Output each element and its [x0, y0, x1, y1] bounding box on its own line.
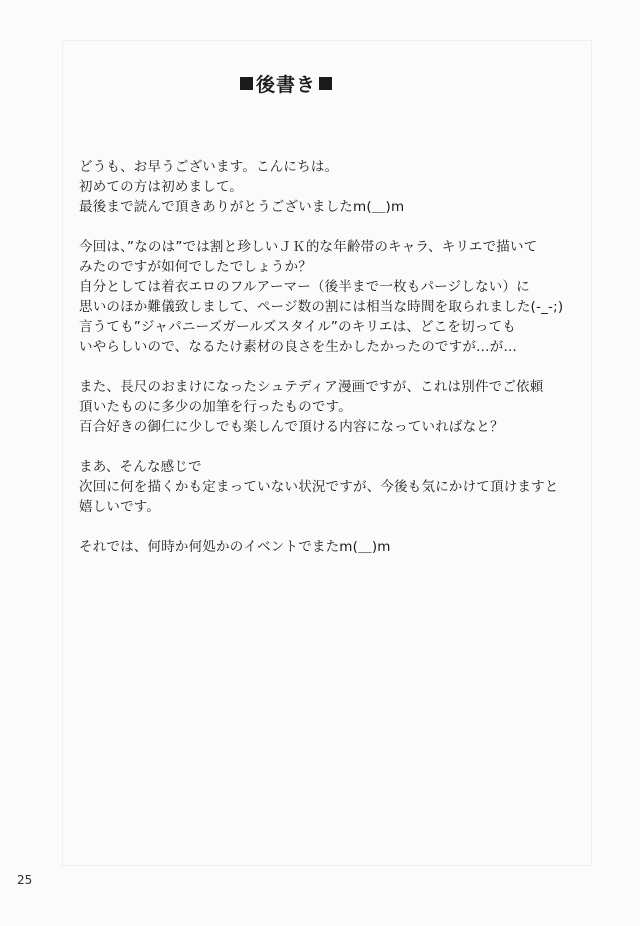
black-square-icon [319, 77, 332, 90]
text-line: どうも、お早うございます。こんにちは。 [79, 159, 339, 175]
text-line: それでは、何時か何処かのイベントでまたm(＿)m [79, 539, 391, 555]
paragraph [79, 157, 599, 217]
text-line: いやらしいので、なるたけ素材の良さを生かしたかったのですが…が… [79, 339, 518, 355]
text-line: まあ、そんな感じで [79, 459, 202, 475]
afterword-body [79, 157, 599, 557]
text-line: 思いのほか難儀致しまして、ページ数の割には相当な時間を取られました(-_-;) [79, 299, 564, 315]
text-line: 最後まで読んで頂きありがとうございましたm(＿)m [79, 199, 405, 215]
text-line: みたのですが如何でしたでしょうか？ [79, 259, 312, 275]
paragraph [79, 237, 599, 357]
text-line: 次回に何を描くかも定まっていない状況ですが、今後も気にかけて頂けますと [79, 479, 559, 495]
text-line: 初めての方は初めまして。 [79, 179, 244, 195]
text-line: 頂いたものに多少の加筆を行ったものです。 [79, 399, 352, 415]
heading-text: 後書き [256, 74, 317, 96]
text-line: また、長尺のおまけになったシュテディア漫画ですが、これは別件でご依頼 [79, 379, 544, 395]
afterword-heading [240, 70, 332, 97]
paragraph [79, 537, 599, 557]
page-number: 25 [17, 873, 33, 887]
black-square-icon [240, 77, 253, 90]
text-line: 言うても”ジャパニーズガールズスタイル”のキリエは、どこを切っても [79, 319, 516, 335]
text-line: 自分としては着衣エロのフルアーマー（後半まで一枚もパージしない）に [79, 279, 530, 295]
text-line: 百合好きの御仁に少しでも楽しんで頂ける内容になっていればなと？ [79, 419, 504, 435]
text-line: 今回は、”なのは”では割と珍しいＪＫ的な年齢帯のキャラ、キリエで描いて [79, 239, 538, 255]
text-line: 嬉しいです。 [79, 499, 161, 515]
paragraph [79, 457, 599, 517]
paragraph [79, 377, 599, 437]
